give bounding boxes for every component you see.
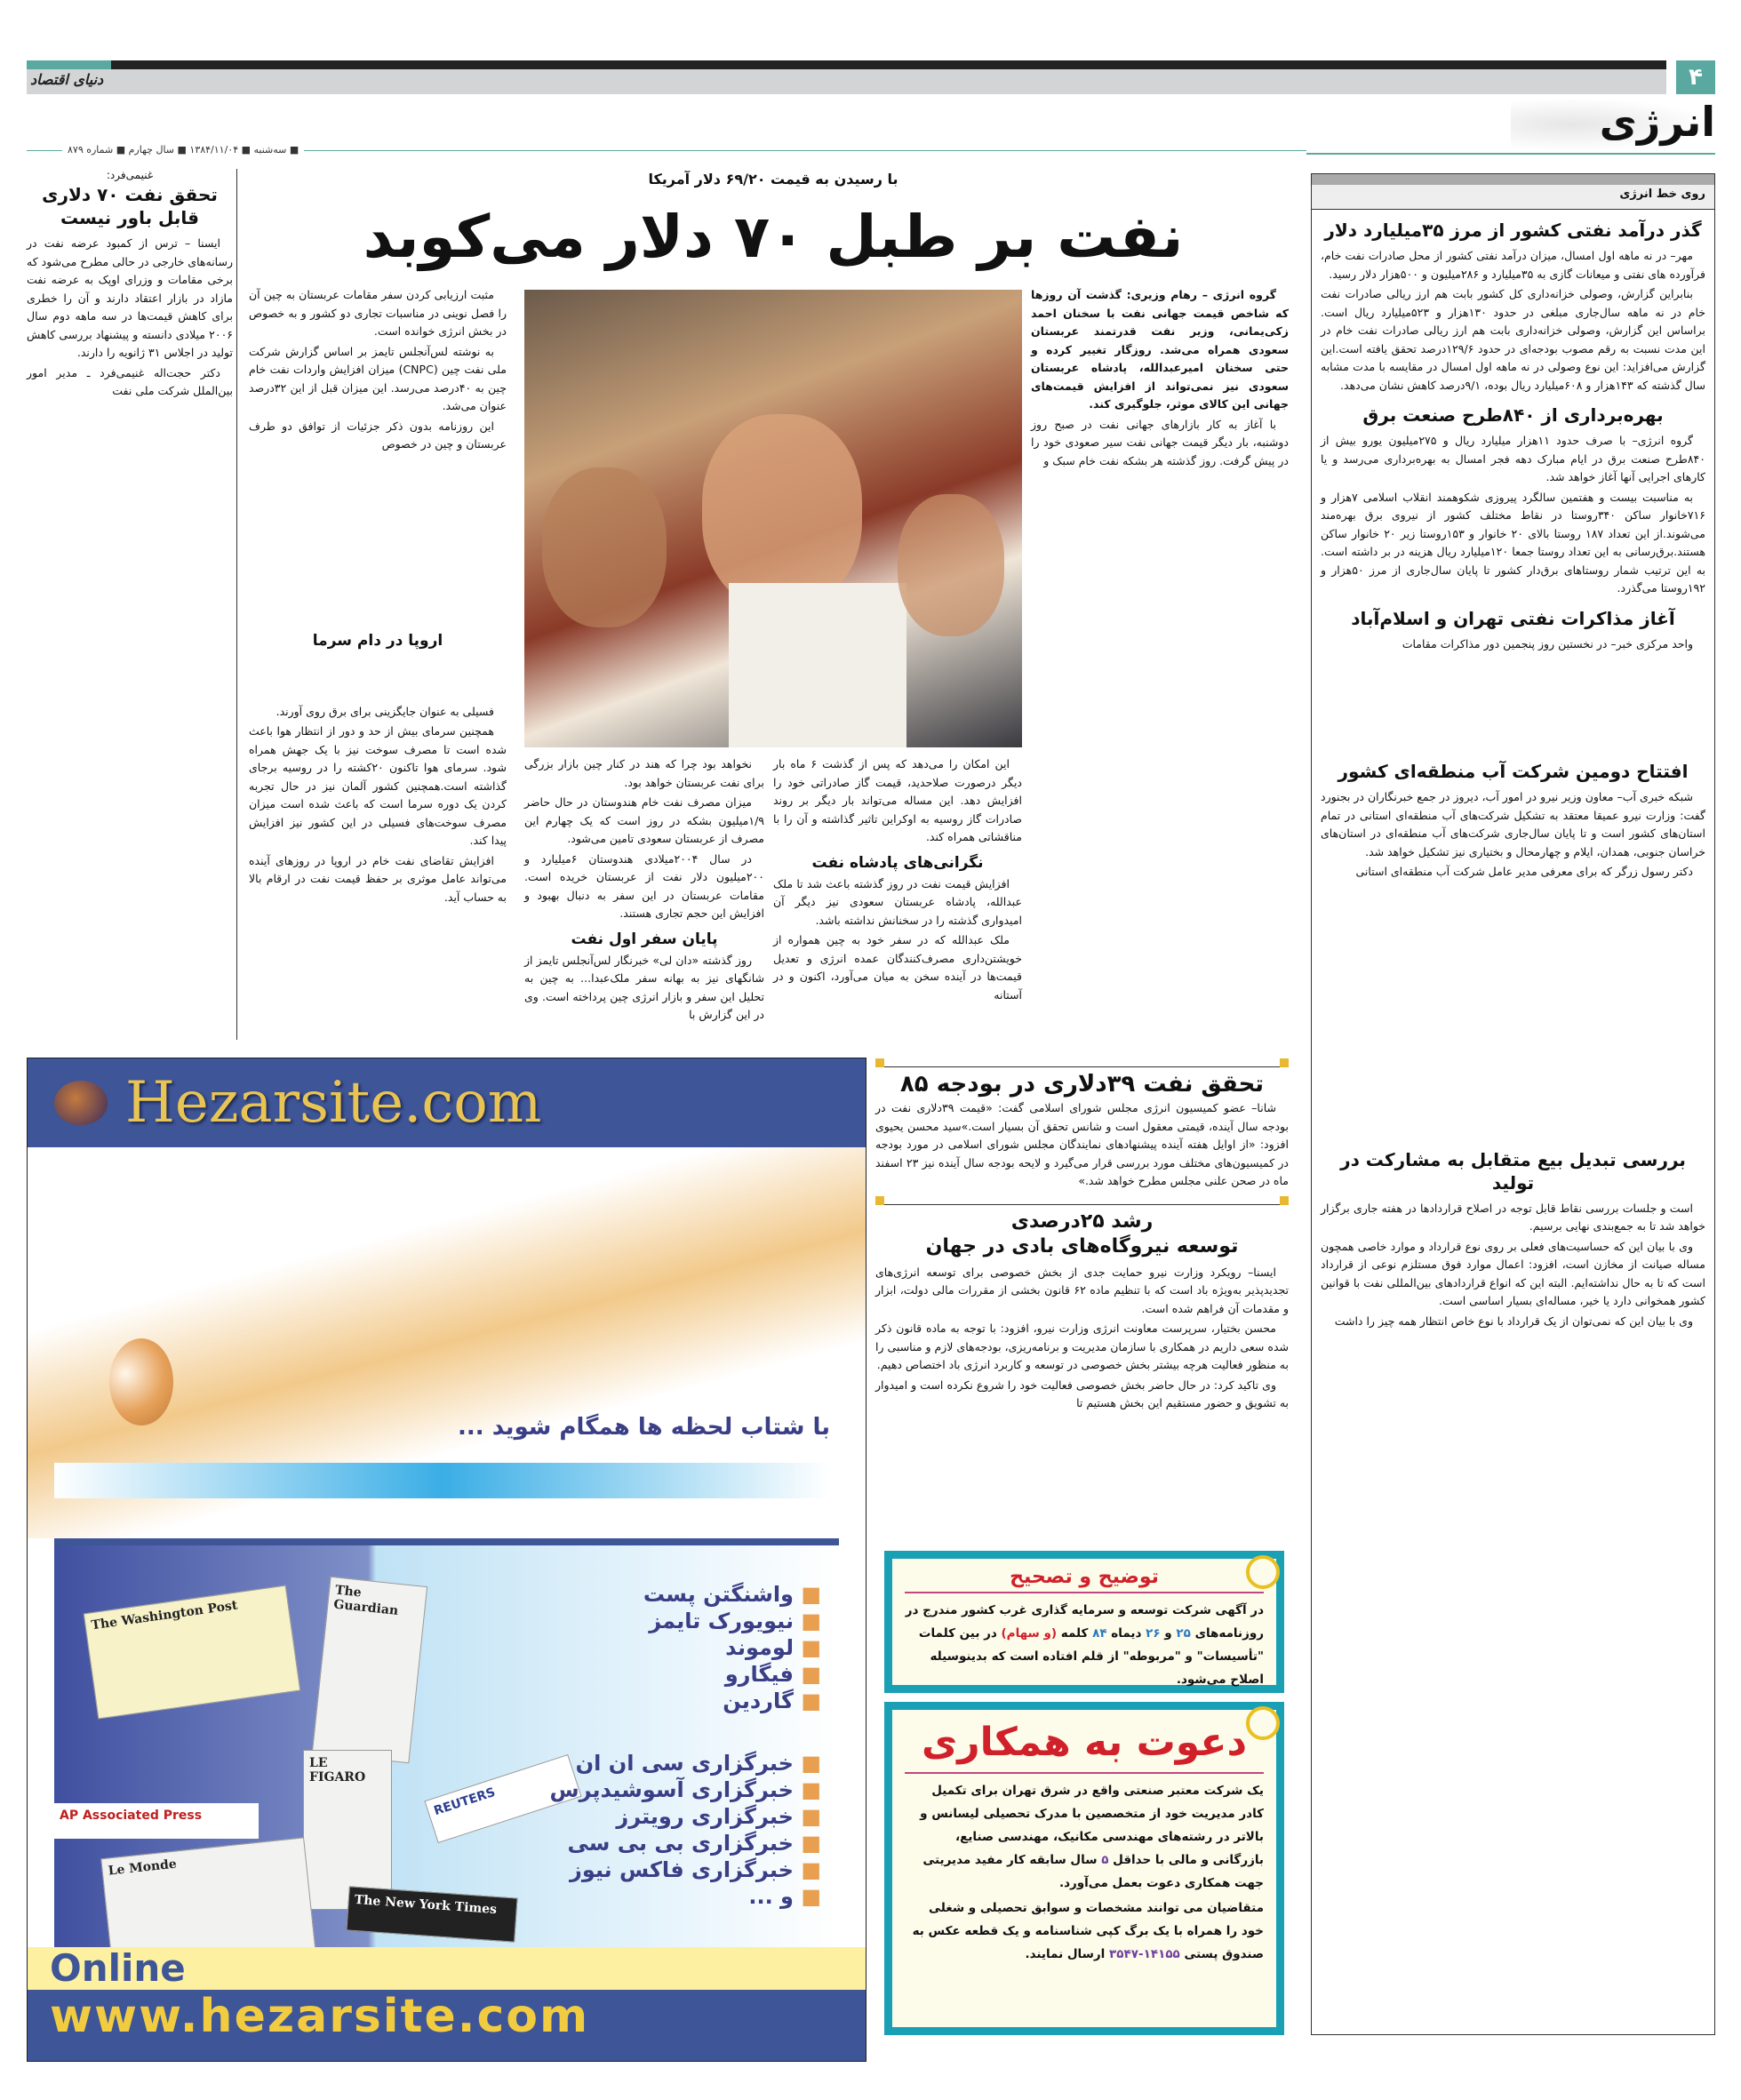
main-column-3	[524, 755, 764, 1026]
side-kicker: غنیمی‌فرد:	[106, 169, 154, 181]
article-paragraph: افزایش قیمت نفت در روز گذشته باعث شد تا ملک عبدالله، پادشاه عربستان سعودی نیز دیگر آن امیدواری گذشته را در سخنانش نداشته باشد.	[773, 876, 1022, 927]
sun-icon	[109, 1338, 173, 1425]
article-paragraph: وی با بیان این که نمی‌توان از یک قرارداد با نوع خاص انتظار همه چیز را داشت	[1334, 1313, 1693, 1328]
ad-list-item: ■ خبرگزاری بی بی سی	[549, 1830, 821, 1856]
ad-slogan: با شتاب لحظه ها همگام شوید ...	[458, 1414, 830, 1441]
article-title: آغاز مذاکرات نفتی تهران و اسلام‌آباد	[1351, 607, 1675, 629]
article-paragraph: افزایش تقاضای نفت خام در اروپا در روزهای آینده می‌تواند عامل موثری بر حفظ قیمت نفت در ارقام بالا به حساب آید.	[249, 853, 507, 904]
text: در بین کلمات "تأسیسات" و "مربوطه" از قلم افتاده است که بدینوسیله اصلاح می‌شود.	[918, 1626, 1264, 1687]
article-kicker: رشد ۲۵درصدی	[1010, 1210, 1154, 1233]
article-title: تحقق نفت ۳۹دلاری در بودجه ۸۵	[899, 1071, 1265, 1098]
article-paragraph: وی با بیان این که حساسیت‌های فعلی بر روی نوع قرارداد و موارد خاصی همچون مساله صیانت از مخازن است، افزود: اعمال موارد فوق مستلزم نوعی از قرارداد است که تا به حال نداشته‌ایم. البته این که انواع قراردادهای بین‌المللی نفت با قوانین کشور همخوانی دارد یا خیر، مساله‌ای بسیار اساسی است.	[1321, 1239, 1705, 1307]
ad-brand: Hezarsite.com	[125, 1070, 542, 1136]
lead-paragraph: گروه انرژی – رهام وزیری: گذشت آن روزها که شاخص قیمت جهانی نفت با سخنان احمد زکی‌یمانی، وزیر نفت قدرتمند عربستان سعودی همراه می‌شد. روزگار تغییر کرده و حتی سخنان امیرعبدالله، پادشاه عربستان سعودی نیز نمی‌تواند از افزایش قیمت‌های جهانی این کالای موثر، جلوگیری کند.	[1031, 288, 1289, 411]
swirl-icon	[1246, 1706, 1280, 1740]
ad-list-item: ■ نیویورک تایمز	[549, 1608, 821, 1634]
newspaper-image: The New York Times	[346, 1886, 517, 1942]
ad-list-item: ■ خبرگزاری رویترز	[549, 1803, 821, 1830]
text: در آگهی شرکت توسعه و سرمایه گذاری غرب کشور مندرج در روزنامه‌های	[905, 1603, 1264, 1641]
article-paragraph: گروه انرژی– با صرف حدود ۱۱هزار میلیارد ریال و ۲۷۵میلیون یورو بیش از ۸۴۰طرح صنعت برق در ایام مبارک دهه فجر امسال به بهره‌برداری می‌رسد و یا کارهای اجرایی آنها آغاز خواهد شد.	[1321, 434, 1705, 483]
swirl-icon	[1246, 1555, 1280, 1589]
page-number: ۴	[1676, 60, 1715, 94]
article-paragraph: بنابراین گزارش، وصولی خزانه‌داری کل کشور بابت هم ارز ریالی صادرات نفت خام در نه ماهه سال‌جاری مبلغی در حدود ۱۳۰هزار و ۵۲۳میلیارد ریال است. براساس این گزارش، وصولی خزانه‌داری بابت هم ارز ریالی صادرات نفت خام در این مدت نسبت به رقم مصوب بودجه‌ای در حدود ۱۲۹/۶درصد تحقق یافته است.این گزارش می‌افزاید: این نوع وصولی در نه ماهه اول امسال در مقایسه با مدت مشابه سال گذشته که ۱۴۳هزار و ۶۰۸میلیارد ریال بوده، ۹/۱درصد کاهش نشان می‌دهد.	[1321, 287, 1706, 392]
ad-list-item: ■ و ...	[549, 1883, 821, 1910]
number: ۲۶	[1146, 1626, 1161, 1641]
newspaper-image: The Guardian	[312, 1577, 427, 1763]
ornament-divider	[879, 1196, 1285, 1205]
article-paragraph: روز گذشته «دان لی» خبرنگار لس‌آنجلس تایمز از شانگهای نیز به بهانه سفر ملک‌عبدا... به چین به تحلیل این سفر و بازار انرژی چین پرداخته است. وی در این گزارش با	[524, 953, 764, 1021]
side-title: تحقق نفت ۷۰ دلاری قابل باور نیست	[42, 184, 218, 228]
text: دیماه	[1111, 1626, 1142, 1641]
newspaper-image: Le Monde	[100, 1837, 318, 2000]
main-headline: نفت بر طبل ۷۰ دلار می‌کوبد	[363, 203, 1184, 271]
ad-list-item: ■ خبرگزاری فاکس نیوز	[549, 1856, 821, 1883]
newspaper-image: The Washington Post	[84, 1585, 300, 1720]
number: ۲۵	[1176, 1626, 1191, 1641]
article-paragraph: محسن بختیار، سرپرست معاونت انرژی وزارت نیرو، افزود: با توجه به ماده قانون ذکر شده سعی داریم در همکاری با سازمان مدیریت و برنامه‌ریزی، بودجه‌های لازم و مناسبی را به منظور فعالیت هرچه بیشتر بخش خصوصی در توسعه و کاربرد انرژی باد اختصاص دهیم.	[875, 1321, 1289, 1371]
article-paragraph: همچنین سرمای بیش از حد و دور از انتظار هوا باعث شده است تا مصرف سوخت نیز با یک جهش همراه شود. سرمای هوا تاکنون ۲۰کشته را در روسیه برجای گذاشته است.همچنین کشور آلمان نیز در حال تجربه کردن یک دوره سرما است که باعث شده است میزان مصرف سوخت‌های فسیلی در این کشور نیز افزایش پیدا کند.	[249, 724, 507, 847]
article-title: گذر درآمد نفتی کشور از مرز ۳۵میلیارد دلار	[1324, 220, 1702, 241]
ad-band	[54, 1463, 830, 1498]
energy-news-column	[1311, 173, 1715, 2035]
ad-list-item: ■ فیگارو	[549, 1661, 821, 1688]
newspaper-image: LE FIGARO	[303, 1750, 392, 1910]
highlight: (و سهام)	[1001, 1626, 1058, 1641]
article-paragraph: به مناسبت بیست و هفتمین سالگرد پیروزی شکوهمند انقلاب اسلامی ۷هزار و ۷۱۶خانوار ساکن ۳۴۰روستا در نقاط مختلف کشور از نیروی برق بهره‌مند می‌شوند.از این تعداد ۱۸۷ روستا بالای ۲۰ خانوار و ۱۵۳روستا زیر ۲۰ خانوار ساکن هستند.برق‌رسانی به این تعداد روستا جمعا ۱۲۰میلیارد ریال هزینه در بر داشته است. به این ترتیب شمار روستاهای برق‌دار کشور تا پایان سال‌جاری از مرز ۵۰هزار و ۱۹۲روستا می‌گذرد.	[1321, 490, 1706, 595]
correction-notice	[884, 1551, 1284, 1693]
article-paragraph: شبکه خبری آب– معاون وزیر نیرو در امور آب، دیروز در جمع خبرنگاران در بجنورد گفت: وزارت نیرو عمیقا معتقد به تشکیل شرکت‌های آب منطقه‌ای استانی در تمام استان‌های کشور است و تا پایان سال‌جاری شرکت‌های آب منطقه‌ای در استان‌های خراسان جنوبی، همدان، ایلام و چهارمحال و بختیاری نیز تشکیل خواهد شد.	[1321, 790, 1705, 858]
text: و	[1164, 1626, 1172, 1641]
article-paragraph: دکتر حجت‌اله غنیمی‌فرد ـ مدیر امور بین‌الملل شرکت ملی نفت	[27, 365, 233, 397]
ad-list-item: ■ واشنگتن پست	[549, 1581, 821, 1608]
article-paragraph: شانا– عضو کمیسیون انرژی مجلس شورای اسلامی گفت: «قیمت ۳۹دلاری نفت در بودجه سال آینده، قیمتی معقول است و شانس تحقق آن بسیار است.»سید محسن یحیوی افزود: «از اوایل هفته آینده پیشنهادهای نمایندگان مجلس شورای اسلامی در مورد بودجه در کمیسیون‌های مختلف مورد بررسی قرار می‌گیرد و لایحه بودجه سال آینده نیز ۲۳ اسفند ماه در صحن علنی مجلس مطرح خواهد شد.»	[875, 1101, 1289, 1187]
ad-list-item: ■ لوموند	[549, 1634, 821, 1661]
subhead: پایان سفر اول نفت	[571, 930, 718, 948]
text: کلمه	[1060, 1626, 1089, 1641]
ad-online-label: Online	[28, 1947, 866, 1990]
article-paragraph: ملک عبدالله که در سفر خود به چین همواره از خویشتن‌داری مصرف‌کنندگان عمده انرژی و تعدیل قیمت‌ها در آینده سخن به میان می‌آورد، اکنون و در آستانه	[773, 933, 1022, 1002]
middle-news	[875, 1053, 1289, 1415]
masthead-bar	[27, 60, 1666, 69]
article-paragraph: میزان مصرف نفت خام هندوستان در حال حاضر ۱/۹میلیون بشکه در روز است که یک چهارم این مصرف از عربستان سعودی تامین می‌شود.	[524, 795, 764, 845]
ad-source-list	[54, 1538, 839, 1965]
article-title: بهره‌برداری از ۸۴۰طرح صنعت برق	[1362, 404, 1664, 426]
notice-body	[905, 1896, 1264, 1966]
article-paragraph: واحد مرکزی خبر– در نخستین روز پنجمین دور مذاکرات مقامات	[1402, 636, 1693, 651]
text: سال سابقه کار مفید مدیریتی جهت همکاری دعوت بعمل می‌آورد.	[922, 1853, 1264, 1890]
ad-list-item: ■ خبرگزاری سی ان ان	[549, 1750, 821, 1777]
notice-body	[905, 1599, 1264, 1691]
article-paragraph: وی تاکید کرد: در حال حاضر بخش خصوصی فعالیت خود را شروع نکرده است و امیدوار به تشویق و حضور مستقیم این بخش هستیم تا	[875, 1377, 1289, 1409]
article-title: توسعه نیروگاه‌های بادی در جهان	[925, 1234, 1239, 1258]
po-box-number: ۱۴۱۵۵-۳۵۴۷	[1109, 1947, 1180, 1961]
ap-logo: AP Associated Press	[54, 1803, 259, 1839]
article-paragraph: فسیلی به عنوان جایگزینی برای برق روی آورند.	[276, 704, 494, 718]
ad-visual	[28, 1147, 866, 1538]
main-column-4	[249, 286, 507, 908]
ad-url[interactable]: www.hezarsite.com	[28, 1990, 866, 2061]
reuters-logo: REUTERS	[424, 1754, 581, 1843]
section-title: انرژی	[1511, 98, 1715, 151]
ad-list-item: ■ گاردین	[549, 1688, 821, 1714]
number: ۵	[1101, 1853, 1109, 1867]
newspaper-logo: دنیای اقتصاد	[30, 71, 104, 88]
traders-photo	[524, 290, 1022, 747]
masthead-accent	[27, 60, 111, 69]
notice-title: دعوت به همکاری	[905, 1717, 1264, 1774]
article-paragraph: دکتر رسول زرگر که برای معرفی مدیر عامل شرکت آب منطقه‌ای استانی	[1355, 865, 1693, 878]
dateline-text: ■ سه‌شنبه ■ ۱۳۸۴/۱۱/۰۴ ■ سال چهارم ■ شماره ۸۷۹	[62, 144, 304, 156]
masthead-gray-band	[27, 69, 1666, 94]
article-paragraph: در سال ۲۰۰۴میلادی هندوستان ۶میلیارد و ۲۰۰میلیون دلار نفت از عربستان خریده است. مقامات عربستان در این سفر به دنبال بهبود و افزایش این حجم تجاری هستند.	[524, 851, 764, 920]
article-paragraph: مهر– در نه ماهه اول امسال، میزان درآمد نفتی کشور از محل صادرات نفت خام، فرآورده های نفتی و میعانات گازی به ۳۵میلیارد و ۲۸۶میلیون و ۵۰۰هزار دلار رسید.	[1321, 249, 1705, 281]
dateline	[27, 144, 1306, 156]
ad-list	[549, 1581, 821, 1910]
article-paragraph: نخواهد بود چرا که هند در کنار چین بازار بزرگی برای نفت عربستان خواهد بود.	[524, 757, 764, 789]
ad-header	[28, 1058, 866, 1147]
number: ۸۴	[1092, 1626, 1107, 1641]
side-article	[27, 169, 233, 1040]
main-column-2	[773, 755, 1022, 1006]
globe-icon	[54, 1081, 108, 1125]
ad-list-item: ■ خبرگزاری آسوشیدپرس	[549, 1777, 821, 1803]
column-header: روی خط انرژی	[1312, 174, 1714, 210]
article-paragraph: ایسنا– رویکرد وزارت نیرو حمایت جدی از بخش خصوصی برای توسعه انرژی‌های تجدیدپذیر به‌ویژه باد است که با تنظیم ماده ۶۲ قانون بخشی از مقررات مالی دولت، ابزار و مقدمات آن فراهم شده است.	[875, 1265, 1289, 1315]
notice-title: توضیح و تصحیح	[905, 1566, 1264, 1593]
text: متقاضیان می توانند مشخصات و سوابق تحصیلی و شغلی خود را همراه با یک برگ کپی شناسنامه و یک قطعه عکس به صندوق پستی	[912, 1901, 1264, 1961]
text: یک شرکت معتبر صنعتی واقع در شرق تهران برای تکمیل کادر مدیریت خود از متخصصین با مدرک تحصیلی لیسانس و بالاتر در رشته‌های مهندسی مکانیک، مهندسی صنایع، بازرگانی و مالی با حداقل	[920, 1784, 1264, 1867]
article-paragraph: است و جلسات بررسی نقاط قابل توجه در اصلاح قراردادها در هفته جاری برگزار خواهد شد تا به جمع‌بندی نهایی برسیم.	[1321, 1201, 1705, 1233]
main-kicker: با رسیدن به قیمت ۶۹/۲۰ دلار آمریکا	[648, 171, 898, 188]
text: ارسال نمایند.	[1025, 1947, 1106, 1961]
section-divider	[1306, 153, 1715, 155]
article-title: بررسی تبدیل بیع متقابل به مشارکت در تولید	[1340, 1148, 1686, 1194]
notice-body	[905, 1779, 1264, 1895]
column-divider	[236, 169, 237, 1040]
article-paragraph: این روزنامه بدون ذکر جزئیات از توافق دو طرف عربستان و چین در خصوص	[249, 419, 507, 451]
subhead: نگرانی‌های پادشاه نفت	[811, 853, 984, 872]
main-column-1	[1031, 286, 1289, 472]
subhead: اروپا در دام سرما	[312, 631, 443, 650]
article-paragraph: ایسنا – ترس از کمبود عرضه نفت در رسانه‌های خارجی در حالی مطرح می‌شود که برخی مقامات و وزرای اوپک به عرضه نفت مازاد در بازار اعتقاد دارند و آن را خطری برای کاهش قیمت‌ها در سه ماهه دوم سال ۲۰۰۶ میلادی دانسته و پیشنهاد بررسی کاهش تولید در اجلاس ۳۱ ژانویه را دارند.	[27, 236, 233, 359]
article-paragraph: به نوشته لس‌آنجلس تایمز بر اساس گزارش شرکت ملی نفت چین (CNPC) میزان افزایش واردات نفت خام چین به ۴۰درصد می‌رسد. این میزان قبل از این ۳۲درصد عنوان می‌شد.	[249, 344, 507, 412]
ornament-divider	[879, 1058, 1285, 1067]
hiring-notice	[884, 1702, 1284, 2035]
article-paragraph: با آغاز به کار بازارهای جهانی نفت در صبح روز دوشنبه، بار دیگر قیمت جهانی نفت سیر صعودی خود را در پیش گرفت. روز گذشته هر بشکه نفت خام سبک و	[1031, 417, 1289, 467]
hezarsite-advertisement[interactable]	[27, 1058, 867, 2062]
article-title: افتتاح دومین شرکت آب منطقه‌ای کشور	[1338, 761, 1689, 782]
article-paragraph: مثبت ارزیابی کردن سفر مقامات عربستان به چین آن را فصل نوینی در مناسبات تجاری دو کشور و به خصوص در بخش انرژی خوانده است.	[249, 288, 507, 338]
article-paragraph: این امکان را می‌دهد که پس از گذشت ۶ ماه بار دیگر درصورت صلاحدید، قیمت گاز صادراتی خود را افزایش دهد. این مساله می‌تواند بار دیگر بر روند صادرات گاز روسیه به اوکراین تاثیر گذاشته و آن را با مناقشاتی همراه کند.	[773, 757, 1022, 843]
